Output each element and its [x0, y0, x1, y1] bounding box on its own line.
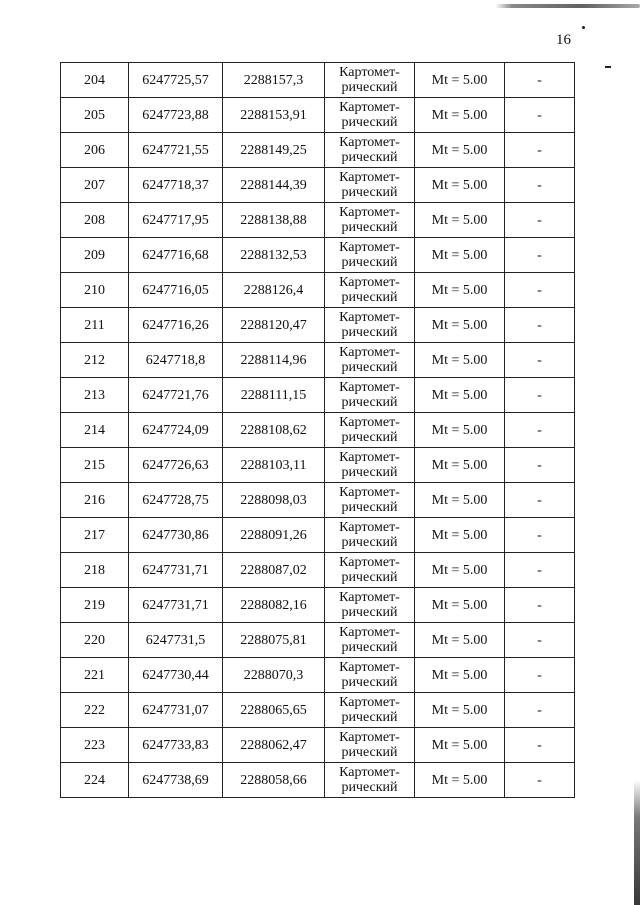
accuracy-cell: Mt = 5.00	[415, 483, 505, 518]
point-number-cell: 209	[61, 238, 129, 273]
method-line-2: рический	[341, 430, 398, 445]
x-coordinate-cell: 6247716,05	[129, 273, 223, 308]
method-cell	[325, 98, 415, 133]
table-row	[61, 378, 575, 413]
y-coordinate-cell: 2288157,3	[223, 63, 325, 98]
point-number-cell: 219	[61, 588, 129, 623]
table-row	[61, 203, 575, 238]
accuracy-cell: Mt = 5.00	[415, 308, 505, 343]
note-cell: -	[505, 308, 575, 343]
note-cell: -	[505, 133, 575, 168]
method-line-2: рический	[341, 395, 398, 410]
point-number-cell: 216	[61, 483, 129, 518]
method-line-2: рический	[341, 780, 398, 795]
y-coordinate-cell: 2288114,96	[223, 343, 325, 378]
accuracy-cell: Mt = 5.00	[415, 658, 505, 693]
point-number-cell: 222	[61, 693, 129, 728]
note-cell: -	[505, 623, 575, 658]
note-cell: -	[505, 273, 575, 308]
x-coordinate-cell: 6247726,63	[129, 448, 223, 483]
accuracy-cell: Mt = 5.00	[415, 378, 505, 413]
point-number-cell: 208	[61, 203, 129, 238]
note-cell: -	[505, 98, 575, 133]
method-cell	[325, 63, 415, 98]
x-coordinate-cell: 6247733,83	[129, 728, 223, 763]
scan-artifact-edge	[634, 780, 640, 905]
table-row	[61, 343, 575, 378]
method-line-2: рический	[341, 220, 398, 235]
method-line-2: рический	[341, 605, 398, 620]
table-row	[61, 693, 575, 728]
note-cell: -	[505, 588, 575, 623]
table-row	[61, 623, 575, 658]
y-coordinate-cell: 2288149,25	[223, 133, 325, 168]
method-line-1: Картомет-	[339, 65, 400, 80]
note-cell: -	[505, 518, 575, 553]
point-number-cell: 223	[61, 728, 129, 763]
table-row	[61, 588, 575, 623]
table-row	[61, 728, 575, 763]
y-coordinate-cell: 2288153,91	[223, 98, 325, 133]
accuracy-cell: Mt = 5.00	[415, 693, 505, 728]
method-line-2: рический	[341, 255, 398, 270]
note-cell: -	[505, 378, 575, 413]
method-line-1: Картомет-	[339, 135, 400, 150]
y-coordinate-cell: 2288070,3	[223, 658, 325, 693]
x-coordinate-cell: 6247731,07	[129, 693, 223, 728]
table-row	[61, 413, 575, 448]
note-cell: -	[505, 238, 575, 273]
method-line-2: рический	[341, 80, 398, 95]
table-row	[61, 483, 575, 518]
method-line-1: Картомет-	[339, 485, 400, 500]
method-line-1: Картомет-	[339, 415, 400, 430]
method-line-2: рический	[341, 290, 398, 305]
table-row	[61, 63, 575, 98]
y-coordinate-cell: 2288103,11	[223, 448, 325, 483]
point-number-cell: 213	[61, 378, 129, 413]
method-cell	[325, 728, 415, 763]
point-number-cell: 205	[61, 98, 129, 133]
method-cell	[325, 378, 415, 413]
method-cell	[325, 553, 415, 588]
x-coordinate-cell: 6247721,55	[129, 133, 223, 168]
y-coordinate-cell: 2288111,15	[223, 378, 325, 413]
method-line-1: Картомет-	[339, 590, 400, 605]
y-coordinate-cell: 2288091,26	[223, 518, 325, 553]
method-cell	[325, 623, 415, 658]
y-coordinate-cell: 2288065,65	[223, 693, 325, 728]
method-line-1: Картомет-	[339, 380, 400, 395]
point-number-cell: 212	[61, 343, 129, 378]
scan-artifact-dash	[605, 66, 611, 68]
table-row	[61, 553, 575, 588]
y-coordinate-cell: 2288062,47	[223, 728, 325, 763]
point-number-cell: 220	[61, 623, 129, 658]
scan-artifact-dot	[582, 26, 585, 29]
accuracy-cell: Mt = 5.00	[415, 413, 505, 448]
note-cell: -	[505, 658, 575, 693]
method-cell	[325, 133, 415, 168]
x-coordinate-cell: 6247718,37	[129, 168, 223, 203]
x-coordinate-cell: 6247721,76	[129, 378, 223, 413]
method-line-2: рический	[341, 640, 398, 655]
method-cell	[325, 693, 415, 728]
y-coordinate-cell: 2288087,02	[223, 553, 325, 588]
point-number-cell: 207	[61, 168, 129, 203]
method-line-2: рический	[341, 535, 398, 550]
method-line-1: Картомет-	[339, 625, 400, 640]
accuracy-cell: Mt = 5.00	[415, 63, 505, 98]
x-coordinate-cell: 6247716,68	[129, 238, 223, 273]
method-line-2: рический	[341, 115, 398, 130]
method-line-2: рический	[341, 150, 398, 165]
point-number-cell: 221	[61, 658, 129, 693]
y-coordinate-cell: 2288108,62	[223, 413, 325, 448]
x-coordinate-cell: 6247730,86	[129, 518, 223, 553]
x-coordinate-cell: 6247731,71	[129, 553, 223, 588]
table-row	[61, 98, 575, 133]
method-line-2: рический	[341, 710, 398, 725]
y-coordinate-cell: 2288132,53	[223, 238, 325, 273]
x-coordinate-cell: 6247717,95	[129, 203, 223, 238]
y-coordinate-cell: 2288126,4	[223, 273, 325, 308]
accuracy-cell: Mt = 5.00	[415, 623, 505, 658]
y-coordinate-cell: 2288098,03	[223, 483, 325, 518]
method-line-2: рический	[341, 745, 398, 760]
method-line-1: Картомет-	[339, 450, 400, 465]
method-line-1: Картомет-	[339, 695, 400, 710]
method-cell	[325, 483, 415, 518]
table-row	[61, 308, 575, 343]
note-cell: -	[505, 763, 575, 798]
method-line-2: рический	[341, 185, 398, 200]
x-coordinate-cell: 6247725,57	[129, 63, 223, 98]
method-line-2: рический	[341, 465, 398, 480]
table-row	[61, 273, 575, 308]
accuracy-cell: Mt = 5.00	[415, 168, 505, 203]
x-coordinate-cell: 6247738,69	[129, 763, 223, 798]
method-cell	[325, 343, 415, 378]
table-row	[61, 133, 575, 168]
x-coordinate-cell: 6247730,44	[129, 658, 223, 693]
x-coordinate-cell: 6247723,88	[129, 98, 223, 133]
table-row	[61, 448, 575, 483]
table-row	[61, 518, 575, 553]
method-cell	[325, 588, 415, 623]
method-line-1: Картомет-	[339, 765, 400, 780]
method-line-1: Картомет-	[339, 100, 400, 115]
note-cell: -	[505, 413, 575, 448]
method-cell	[325, 168, 415, 203]
method-line-1: Картомет-	[339, 555, 400, 570]
method-cell	[325, 203, 415, 238]
point-number-cell: 214	[61, 413, 129, 448]
method-cell	[325, 308, 415, 343]
accuracy-cell: Mt = 5.00	[415, 448, 505, 483]
point-number-cell: 204	[61, 63, 129, 98]
accuracy-cell: Mt = 5.00	[415, 343, 505, 378]
method-line-1: Картомет-	[339, 310, 400, 325]
y-coordinate-cell: 2288082,16	[223, 588, 325, 623]
note-cell: -	[505, 693, 575, 728]
method-line-1: Картомет-	[339, 730, 400, 745]
method-cell	[325, 273, 415, 308]
accuracy-cell: Mt = 5.00	[415, 133, 505, 168]
method-line-1: Картомет-	[339, 170, 400, 185]
y-coordinate-cell: 2288058,66	[223, 763, 325, 798]
method-cell	[325, 238, 415, 273]
point-number-cell: 211	[61, 308, 129, 343]
point-number-cell: 218	[61, 553, 129, 588]
x-coordinate-cell: 6247731,71	[129, 588, 223, 623]
y-coordinate-cell: 2288144,39	[223, 168, 325, 203]
accuracy-cell: Mt = 5.00	[415, 273, 505, 308]
table-body	[61, 63, 575, 798]
note-cell: -	[505, 553, 575, 588]
table-row	[61, 238, 575, 273]
point-number-cell: 206	[61, 133, 129, 168]
method-line-1: Картомет-	[339, 205, 400, 220]
point-number-cell: 210	[61, 273, 129, 308]
method-line-1: Картомет-	[339, 660, 400, 675]
method-cell	[325, 658, 415, 693]
accuracy-cell: Mt = 5.00	[415, 203, 505, 238]
accuracy-cell: Mt = 5.00	[415, 518, 505, 553]
accuracy-cell: Mt = 5.00	[415, 238, 505, 273]
accuracy-cell: Mt = 5.00	[415, 763, 505, 798]
method-cell	[325, 763, 415, 798]
note-cell: -	[505, 168, 575, 203]
point-number-cell: 217	[61, 518, 129, 553]
note-cell: -	[505, 63, 575, 98]
accuracy-cell: Mt = 5.00	[415, 98, 505, 133]
table-row	[61, 658, 575, 693]
note-cell: -	[505, 728, 575, 763]
point-number-cell: 215	[61, 448, 129, 483]
y-coordinate-cell: 2288120,47	[223, 308, 325, 343]
table-row	[61, 763, 575, 798]
method-line-1: Картомет-	[339, 520, 400, 535]
accuracy-cell: Mt = 5.00	[415, 728, 505, 763]
x-coordinate-cell: 6247724,09	[129, 413, 223, 448]
note-cell: -	[505, 203, 575, 238]
method-line-2: рический	[341, 360, 398, 375]
method-line-2: рический	[341, 325, 398, 340]
accuracy-cell: Mt = 5.00	[415, 553, 505, 588]
scan-artifact-top	[495, 4, 640, 8]
point-number-cell: 224	[61, 763, 129, 798]
note-cell: -	[505, 483, 575, 518]
method-cell	[325, 413, 415, 448]
method-line-2: рический	[341, 500, 398, 515]
y-coordinate-cell: 2288075,81	[223, 623, 325, 658]
x-coordinate-cell: 6247718,8	[129, 343, 223, 378]
method-line-2: рический	[341, 675, 398, 690]
method-line-1: Картомет-	[339, 240, 400, 255]
note-cell: -	[505, 448, 575, 483]
accuracy-cell: Mt = 5.00	[415, 588, 505, 623]
method-line-1: Картомет-	[339, 275, 400, 290]
y-coordinate-cell: 2288138,88	[223, 203, 325, 238]
table-row	[61, 168, 575, 203]
page-number: 16	[556, 32, 571, 48]
coordinates-table	[60, 62, 575, 798]
method-cell	[325, 518, 415, 553]
method-line-1: Картомет-	[339, 345, 400, 360]
method-line-2: рический	[341, 570, 398, 585]
note-cell: -	[505, 343, 575, 378]
method-cell	[325, 448, 415, 483]
x-coordinate-cell: 6247728,75	[129, 483, 223, 518]
x-coordinate-cell: 6247716,26	[129, 308, 223, 343]
x-coordinate-cell: 6247731,5	[129, 623, 223, 658]
